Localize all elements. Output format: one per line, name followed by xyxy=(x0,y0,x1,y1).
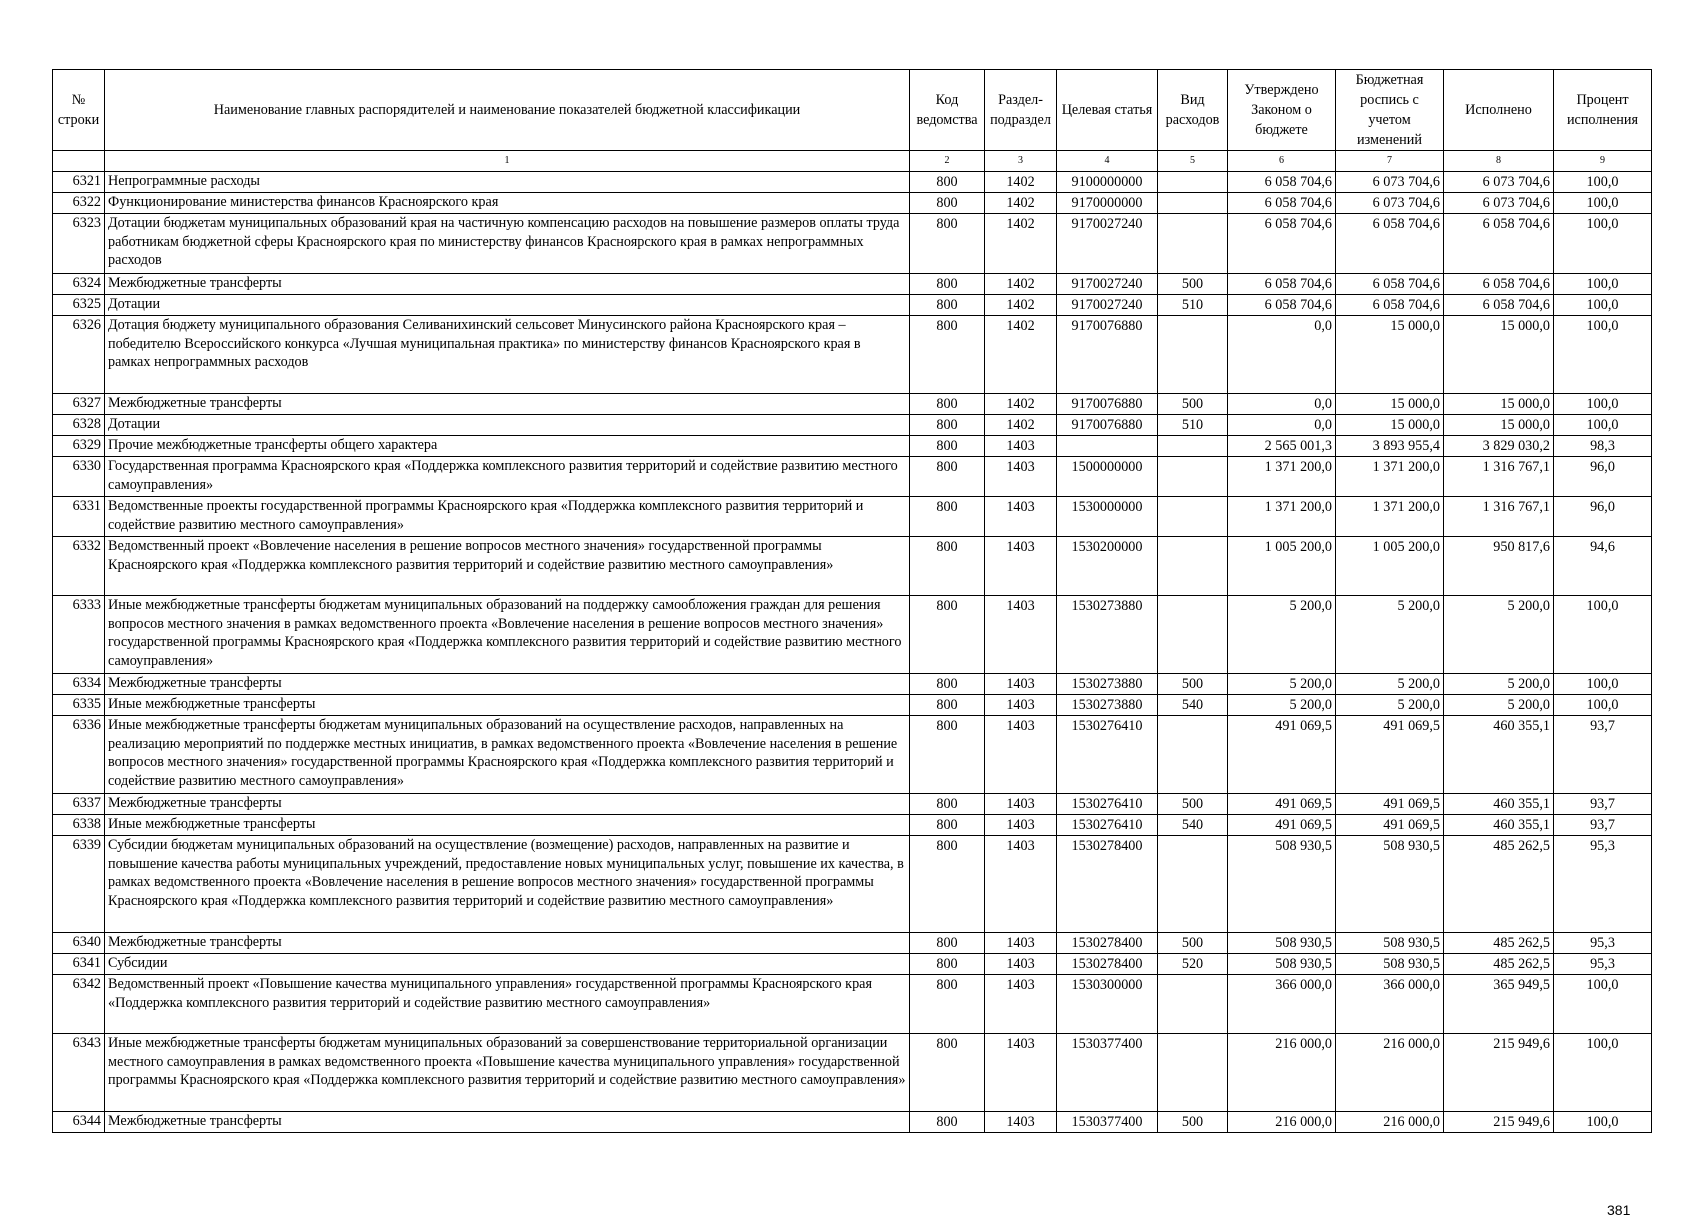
column-number: 9 xyxy=(1554,151,1652,172)
execution-percent: 100,0 xyxy=(1554,1034,1652,1112)
section-code: 1403 xyxy=(985,457,1057,497)
target-article: 1530278400 xyxy=(1057,933,1158,954)
row-name: Ведомственный проект «Вовлечение населения в решение вопросов местного значения» государственной программы Красноярского края «Поддержка комплексного развития территорий и содействие развитию местного самоуправления» xyxy=(105,537,910,596)
section-code: 1403 xyxy=(985,596,1057,674)
target-article: 1530278400 xyxy=(1057,836,1158,933)
header-expense-type: Вид расходов xyxy=(1158,70,1228,151)
execution-percent: 100,0 xyxy=(1554,1112,1652,1133)
schedule-amount: 1 371 200,0 xyxy=(1336,457,1444,497)
target-article: 9170076880 xyxy=(1057,415,1158,436)
approved-amount: 6 058 704,6 xyxy=(1228,295,1336,316)
execution-percent: 94,6 xyxy=(1554,537,1652,596)
execution-percent: 100,0 xyxy=(1554,695,1652,716)
header-executed: Исполнено xyxy=(1444,70,1554,151)
table-row xyxy=(53,316,1652,394)
column-number: 2 xyxy=(910,151,985,172)
schedule-amount: 3 893 955,4 xyxy=(1336,436,1444,457)
execution-percent: 100,0 xyxy=(1554,394,1652,415)
schedule-amount: 491 069,5 xyxy=(1336,716,1444,794)
executed-amount: 460 355,1 xyxy=(1444,815,1554,836)
table-row xyxy=(53,274,1652,295)
approved-amount: 1 371 200,0 xyxy=(1228,457,1336,497)
table-row xyxy=(53,457,1652,497)
department-code: 800 xyxy=(910,815,985,836)
schedule-amount: 6 073 704,6 xyxy=(1336,172,1444,193)
table-row xyxy=(53,674,1652,695)
section-code: 1403 xyxy=(985,674,1057,695)
department-code: 800 xyxy=(910,457,985,497)
row-number: 6337 xyxy=(53,794,105,815)
row-number: 6338 xyxy=(53,815,105,836)
table-row xyxy=(53,537,1652,596)
approved-amount: 5 200,0 xyxy=(1228,596,1336,674)
row-name: Иные межбюджетные трансферты бюджетам муниципальных образований на осуществление расходов, направленных на реализацию мероприятий по поддержке местных инициатив, в рамках ведомственного проекта «Вовлечение населения в решение вопросов местного значения» государственной программы Красноярского края «Поддержка комплексного развития территорий и содействие развитию местного самоуправления» xyxy=(105,716,910,794)
section-code: 1403 xyxy=(985,537,1057,596)
target-article: 9170027240 xyxy=(1057,214,1158,274)
department-code: 800 xyxy=(910,394,985,415)
table-row xyxy=(53,415,1652,436)
approved-amount: 508 930,5 xyxy=(1228,933,1336,954)
row-name: Субсидии бюджетам муниципальных образований на осуществление (возмещение) расходов, направленных на развитие и повышение качества работы муниципальных учреждений, предоставление новых муниципальных услуг, повышение их качества, в рамках ведомственного проекта «Вовлечение населения в решение вопросов местного значения» государственной программы Красноярского края «Поддержка комплексного развития территорий и содействие развитию местного самоуправления» xyxy=(105,836,910,933)
section-code: 1402 xyxy=(985,316,1057,394)
target-article: 9170000000 xyxy=(1057,193,1158,214)
executed-amount: 485 262,5 xyxy=(1444,933,1554,954)
executed-amount: 15 000,0 xyxy=(1444,316,1554,394)
approved-amount: 5 200,0 xyxy=(1228,695,1336,716)
expense-type: 500 xyxy=(1158,794,1228,815)
executed-amount: 460 355,1 xyxy=(1444,794,1554,815)
execution-percent: 96,0 xyxy=(1554,457,1652,497)
schedule-amount: 6 073 704,6 xyxy=(1336,193,1444,214)
row-number: 6335 xyxy=(53,695,105,716)
department-code: 800 xyxy=(910,695,985,716)
target-article: 9170076880 xyxy=(1057,316,1158,394)
row-number: 6341 xyxy=(53,954,105,975)
executed-amount: 6 058 704,6 xyxy=(1444,295,1554,316)
table-row xyxy=(53,794,1652,815)
target-article: 1530377400 xyxy=(1057,1034,1158,1112)
target-article: 1530273880 xyxy=(1057,674,1158,695)
row-name: Функционирование министерства финансов Красноярского края xyxy=(105,193,910,214)
target-article xyxy=(1057,436,1158,457)
row-number: 6330 xyxy=(53,457,105,497)
approved-amount: 6 058 704,6 xyxy=(1228,214,1336,274)
execution-percent: 93,7 xyxy=(1554,716,1652,794)
department-code: 800 xyxy=(910,954,985,975)
schedule-amount: 5 200,0 xyxy=(1336,596,1444,674)
row-number: 6332 xyxy=(53,537,105,596)
row-number: 6328 xyxy=(53,415,105,436)
row-name: Субсидии xyxy=(105,954,910,975)
budget-table xyxy=(52,69,1652,1133)
department-code: 800 xyxy=(910,316,985,394)
schedule-amount: 6 058 704,6 xyxy=(1336,295,1444,316)
executed-amount: 365 949,5 xyxy=(1444,975,1554,1034)
expense-type: 500 xyxy=(1158,674,1228,695)
department-code: 800 xyxy=(910,836,985,933)
schedule-amount: 1 371 200,0 xyxy=(1336,497,1444,537)
executed-amount: 6 073 704,6 xyxy=(1444,172,1554,193)
executed-amount: 6 073 704,6 xyxy=(1444,193,1554,214)
approved-amount: 508 930,5 xyxy=(1228,836,1336,933)
row-name: Иные межбюджетные трансферты бюджетам муниципальных образований за совершенствование территориальной организации местного самоуправления в рамках ведомственного проекта «Повышение качества муниципального управления» государственной программы Красноярского края «Поддержка комплексного развития территорий и содействие развитию местного самоуправления» xyxy=(105,1034,910,1112)
section-code: 1402 xyxy=(985,295,1057,316)
table-row xyxy=(53,954,1652,975)
department-code: 800 xyxy=(910,172,985,193)
approved-amount: 6 058 704,6 xyxy=(1228,274,1336,295)
approved-amount: 6 058 704,6 xyxy=(1228,172,1336,193)
page-number: 381 xyxy=(1607,1202,1631,1218)
expense-type: 540 xyxy=(1158,815,1228,836)
target-article: 1530000000 xyxy=(1057,497,1158,537)
row-name: Межбюджетные трансферты xyxy=(105,1112,910,1133)
table-row xyxy=(53,695,1652,716)
executed-amount: 5 200,0 xyxy=(1444,695,1554,716)
target-article: 1530276410 xyxy=(1057,716,1158,794)
row-name: Прочие межбюджетные трансферты общего характера xyxy=(105,436,910,457)
executed-amount: 215 949,6 xyxy=(1444,1112,1554,1133)
schedule-amount: 216 000,0 xyxy=(1336,1034,1444,1112)
department-code: 800 xyxy=(910,193,985,214)
section-code: 1403 xyxy=(985,1034,1057,1112)
row-number: 6331 xyxy=(53,497,105,537)
execution-percent: 100,0 xyxy=(1554,295,1652,316)
section-code: 1402 xyxy=(985,214,1057,274)
row-number: 6323 xyxy=(53,214,105,274)
department-code: 800 xyxy=(910,436,985,457)
department-code: 800 xyxy=(910,415,985,436)
row-name: Дотации xyxy=(105,415,910,436)
expense-type xyxy=(1158,497,1228,537)
execution-percent: 100,0 xyxy=(1554,975,1652,1034)
schedule-amount: 1 005 200,0 xyxy=(1336,537,1444,596)
row-number: 6334 xyxy=(53,674,105,695)
executed-amount: 1 316 767,1 xyxy=(1444,457,1554,497)
execution-percent: 96,0 xyxy=(1554,497,1652,537)
department-code: 800 xyxy=(910,933,985,954)
row-number: 6329 xyxy=(53,436,105,457)
schedule-amount: 15 000,0 xyxy=(1336,415,1444,436)
execution-percent: 100,0 xyxy=(1554,596,1652,674)
row-name: Межбюджетные трансферты xyxy=(105,274,910,295)
column-number: 6 xyxy=(1228,151,1336,172)
row-number: 6336 xyxy=(53,716,105,794)
section-code: 1403 xyxy=(985,716,1057,794)
schedule-amount: 491 069,5 xyxy=(1336,794,1444,815)
execution-percent: 95,3 xyxy=(1554,954,1652,975)
table-row xyxy=(53,716,1652,794)
column-number: 8 xyxy=(1444,151,1554,172)
row-name: Межбюджетные трансферты xyxy=(105,394,910,415)
row-name: Ведомственные проекты государственной программы Красноярского края «Поддержка комплексного развития территорий и содействие развитию местного самоуправления» xyxy=(105,497,910,537)
column-number: 4 xyxy=(1057,151,1158,172)
execution-percent: 98,3 xyxy=(1554,436,1652,457)
row-number: 6327 xyxy=(53,394,105,415)
schedule-amount: 366 000,0 xyxy=(1336,975,1444,1034)
target-article: 1530278400 xyxy=(1057,954,1158,975)
execution-percent: 100,0 xyxy=(1554,214,1652,274)
section-code: 1403 xyxy=(985,497,1057,537)
approved-amount: 1 371 200,0 xyxy=(1228,497,1336,537)
execution-percent: 95,3 xyxy=(1554,933,1652,954)
row-name: Непрограммные расходы xyxy=(105,172,910,193)
row-number: 6324 xyxy=(53,274,105,295)
budget-report-page xyxy=(52,69,1651,1218)
schedule-amount: 491 069,5 xyxy=(1336,815,1444,836)
row-number: 6322 xyxy=(53,193,105,214)
target-article: 1500000000 xyxy=(1057,457,1158,497)
expense-type xyxy=(1158,975,1228,1034)
row-name: Иные межбюджетные трансферты бюджетам муниципальных образований на поддержку самообложения граждан для решения вопросов местного значения в рамках ведомственного проекта «Вовлечение населения в решение вопросов местного значения» государственной программы Красноярского края «Поддержка комплексного развития территорий и содействие развитию местного самоуправления» xyxy=(105,596,910,674)
execution-percent: 100,0 xyxy=(1554,415,1652,436)
executed-amount: 3 829 030,2 xyxy=(1444,436,1554,457)
section-code: 1402 xyxy=(985,394,1057,415)
section-code: 1403 xyxy=(985,975,1057,1034)
expense-type xyxy=(1158,214,1228,274)
approved-amount: 491 069,5 xyxy=(1228,794,1336,815)
department-code: 800 xyxy=(910,537,985,596)
schedule-amount: 508 930,5 xyxy=(1336,954,1444,975)
table-header xyxy=(53,70,1652,172)
executed-amount: 6 058 704,6 xyxy=(1444,214,1554,274)
department-code: 800 xyxy=(910,295,985,316)
approved-amount: 491 069,5 xyxy=(1228,815,1336,836)
execution-percent: 100,0 xyxy=(1554,193,1652,214)
column-number: 7 xyxy=(1336,151,1444,172)
row-number: 6340 xyxy=(53,933,105,954)
row-name: Дотация бюджету муниципального образования Селиванихинский сельсовет Минусинского района Красноярского края – победителю Всероссийского конкурса «Лучшая муниципальная практика» по министерству финансов Красноярского края в рамках непрограммных расходов xyxy=(105,316,910,394)
approved-amount: 1 005 200,0 xyxy=(1228,537,1336,596)
approved-amount: 0,0 xyxy=(1228,415,1336,436)
department-code: 800 xyxy=(910,716,985,794)
target-article: 1530200000 xyxy=(1057,537,1158,596)
row-name: Дотации бюджетам муниципальных образований края на частичную компенсацию расходов на повышение размеров оплаты труда работникам бюджетной сферы Красноярского края по министерству финансов Красноярского края в рамках непрограммных расходов xyxy=(105,214,910,274)
expense-type: 540 xyxy=(1158,695,1228,716)
table-row xyxy=(53,172,1652,193)
column-number: 3 xyxy=(985,151,1057,172)
schedule-amount: 216 000,0 xyxy=(1336,1112,1444,1133)
expense-type: 500 xyxy=(1158,274,1228,295)
column-number: 1 xyxy=(105,151,910,172)
executed-amount: 950 817,6 xyxy=(1444,537,1554,596)
row-number: 6333 xyxy=(53,596,105,674)
expense-type xyxy=(1158,1034,1228,1112)
table-row xyxy=(53,815,1652,836)
target-article: 9170027240 xyxy=(1057,295,1158,316)
row-number: 6339 xyxy=(53,836,105,933)
schedule-amount: 5 200,0 xyxy=(1336,695,1444,716)
target-article: 9170027240 xyxy=(1057,274,1158,295)
executed-amount: 5 200,0 xyxy=(1444,596,1554,674)
table-row xyxy=(53,436,1652,457)
department-code: 800 xyxy=(910,274,985,295)
executed-amount: 460 355,1 xyxy=(1444,716,1554,794)
target-article: 1530300000 xyxy=(1057,975,1158,1034)
approved-amount: 491 069,5 xyxy=(1228,716,1336,794)
schedule-amount: 6 058 704,6 xyxy=(1336,274,1444,295)
header-approved: Утверждено Законом о бюджете xyxy=(1228,70,1336,151)
approved-amount: 0,0 xyxy=(1228,316,1336,394)
expense-type xyxy=(1158,193,1228,214)
section-code: 1402 xyxy=(985,172,1057,193)
row-name: Иные межбюджетные трансферты xyxy=(105,695,910,716)
executed-amount: 485 262,5 xyxy=(1444,954,1554,975)
target-article: 1530273880 xyxy=(1057,695,1158,716)
header-section: Раздел-подраздел xyxy=(985,70,1057,151)
executed-amount: 6 058 704,6 xyxy=(1444,274,1554,295)
header-execution-percent: Процент исполнения xyxy=(1554,70,1652,151)
row-name: Государственная программа Красноярского края «Поддержка комплексного развития территорий и содействие развитию местного самоуправления» xyxy=(105,457,910,497)
header-target-article: Целевая статья xyxy=(1057,70,1158,151)
target-article: 9100000000 xyxy=(1057,172,1158,193)
department-code: 800 xyxy=(910,497,985,537)
table-row xyxy=(53,975,1652,1034)
approved-amount: 508 930,5 xyxy=(1228,954,1336,975)
row-number: 6344 xyxy=(53,1112,105,1133)
section-code: 1402 xyxy=(985,193,1057,214)
executed-amount: 15 000,0 xyxy=(1444,415,1554,436)
target-article: 1530377400 xyxy=(1057,1112,1158,1133)
section-code: 1403 xyxy=(985,815,1057,836)
expense-type: 500 xyxy=(1158,933,1228,954)
expense-type xyxy=(1158,436,1228,457)
department-code: 800 xyxy=(910,794,985,815)
expense-type: 500 xyxy=(1158,1112,1228,1133)
table-row xyxy=(53,394,1652,415)
row-number: 6326 xyxy=(53,316,105,394)
execution-percent: 100,0 xyxy=(1554,316,1652,394)
header-department-code: Код ведомства xyxy=(910,70,985,151)
approved-amount: 0,0 xyxy=(1228,394,1336,415)
section-code: 1403 xyxy=(985,954,1057,975)
execution-percent: 93,7 xyxy=(1554,794,1652,815)
row-number: 6321 xyxy=(53,172,105,193)
executed-amount: 485 262,5 xyxy=(1444,836,1554,933)
expense-type xyxy=(1158,716,1228,794)
approved-amount: 366 000,0 xyxy=(1228,975,1336,1034)
section-code: 1403 xyxy=(985,794,1057,815)
row-name: Межбюджетные трансферты xyxy=(105,794,910,815)
schedule-amount: 15 000,0 xyxy=(1336,394,1444,415)
execution-percent: 100,0 xyxy=(1554,172,1652,193)
row-name: Иные межбюджетные трансферты xyxy=(105,815,910,836)
table-row xyxy=(53,1112,1652,1133)
schedule-amount: 15 000,0 xyxy=(1336,316,1444,394)
schedule-amount: 6 058 704,6 xyxy=(1336,214,1444,274)
table-row xyxy=(53,193,1652,214)
section-code: 1403 xyxy=(985,695,1057,716)
department-code: 800 xyxy=(910,1034,985,1112)
execution-percent: 93,7 xyxy=(1554,815,1652,836)
approved-amount: 5 200,0 xyxy=(1228,674,1336,695)
row-name: Дотации xyxy=(105,295,910,316)
department-code: 800 xyxy=(910,674,985,695)
execution-percent: 100,0 xyxy=(1554,274,1652,295)
table-row xyxy=(53,1034,1652,1112)
expense-type xyxy=(1158,316,1228,394)
column-number-row xyxy=(53,151,1652,172)
schedule-amount: 508 930,5 xyxy=(1336,836,1444,933)
row-name: Межбюджетные трансферты xyxy=(105,674,910,695)
row-name: Ведомственный проект «Повышение качества муниципального управления» государственной программы Красноярского края «Поддержка комплексного развития территорий и содействие развитию местного самоуправления» xyxy=(105,975,910,1034)
executed-amount: 15 000,0 xyxy=(1444,394,1554,415)
department-code: 800 xyxy=(910,1112,985,1133)
row-number: 6342 xyxy=(53,975,105,1034)
expense-type xyxy=(1158,836,1228,933)
row-name: Межбюджетные трансферты xyxy=(105,933,910,954)
approved-amount: 6 058 704,6 xyxy=(1228,193,1336,214)
header-row xyxy=(53,70,1652,151)
table-row xyxy=(53,295,1652,316)
column-number: 5 xyxy=(1158,151,1228,172)
table-body xyxy=(53,172,1652,1133)
section-code: 1402 xyxy=(985,415,1057,436)
department-code: 800 xyxy=(910,214,985,274)
executed-amount: 5 200,0 xyxy=(1444,674,1554,695)
header-row-number: № строки xyxy=(53,70,105,151)
header-budget-schedule: Бюджетная роспись с учетом изменений xyxy=(1336,70,1444,151)
target-article: 1530276410 xyxy=(1057,815,1158,836)
expense-type: 520 xyxy=(1158,954,1228,975)
target-article: 9170076880 xyxy=(1057,394,1158,415)
section-code: 1403 xyxy=(985,1112,1057,1133)
table-row xyxy=(53,933,1652,954)
section-code: 1402 xyxy=(985,274,1057,295)
column-number xyxy=(53,151,105,172)
approved-amount: 216 000,0 xyxy=(1228,1112,1336,1133)
row-number: 6343 xyxy=(53,1034,105,1112)
execution-percent: 95,3 xyxy=(1554,836,1652,933)
expense-type xyxy=(1158,596,1228,674)
row-number: 6325 xyxy=(53,295,105,316)
execution-percent: 100,0 xyxy=(1554,674,1652,695)
expense-type xyxy=(1158,457,1228,497)
department-code: 800 xyxy=(910,596,985,674)
approved-amount: 2 565 001,3 xyxy=(1228,436,1336,457)
expense-type: 510 xyxy=(1158,415,1228,436)
schedule-amount: 508 930,5 xyxy=(1336,933,1444,954)
executed-amount: 1 316 767,1 xyxy=(1444,497,1554,537)
expense-type: 500 xyxy=(1158,394,1228,415)
table-row xyxy=(53,497,1652,537)
header-name: Наименование главных распорядителей и наименование показателей бюджетной классификации xyxy=(105,70,910,151)
table-row xyxy=(53,836,1652,933)
section-code: 1403 xyxy=(985,933,1057,954)
table-row xyxy=(53,214,1652,274)
section-code: 1403 xyxy=(985,836,1057,933)
executed-amount: 215 949,6 xyxy=(1444,1034,1554,1112)
expense-type xyxy=(1158,172,1228,193)
schedule-amount: 5 200,0 xyxy=(1336,674,1444,695)
department-code: 800 xyxy=(910,975,985,1034)
approved-amount: 216 000,0 xyxy=(1228,1034,1336,1112)
section-code: 1403 xyxy=(985,436,1057,457)
expense-type: 510 xyxy=(1158,295,1228,316)
target-article: 1530276410 xyxy=(1057,794,1158,815)
target-article: 1530273880 xyxy=(1057,596,1158,674)
table-row xyxy=(53,596,1652,674)
expense-type xyxy=(1158,537,1228,596)
